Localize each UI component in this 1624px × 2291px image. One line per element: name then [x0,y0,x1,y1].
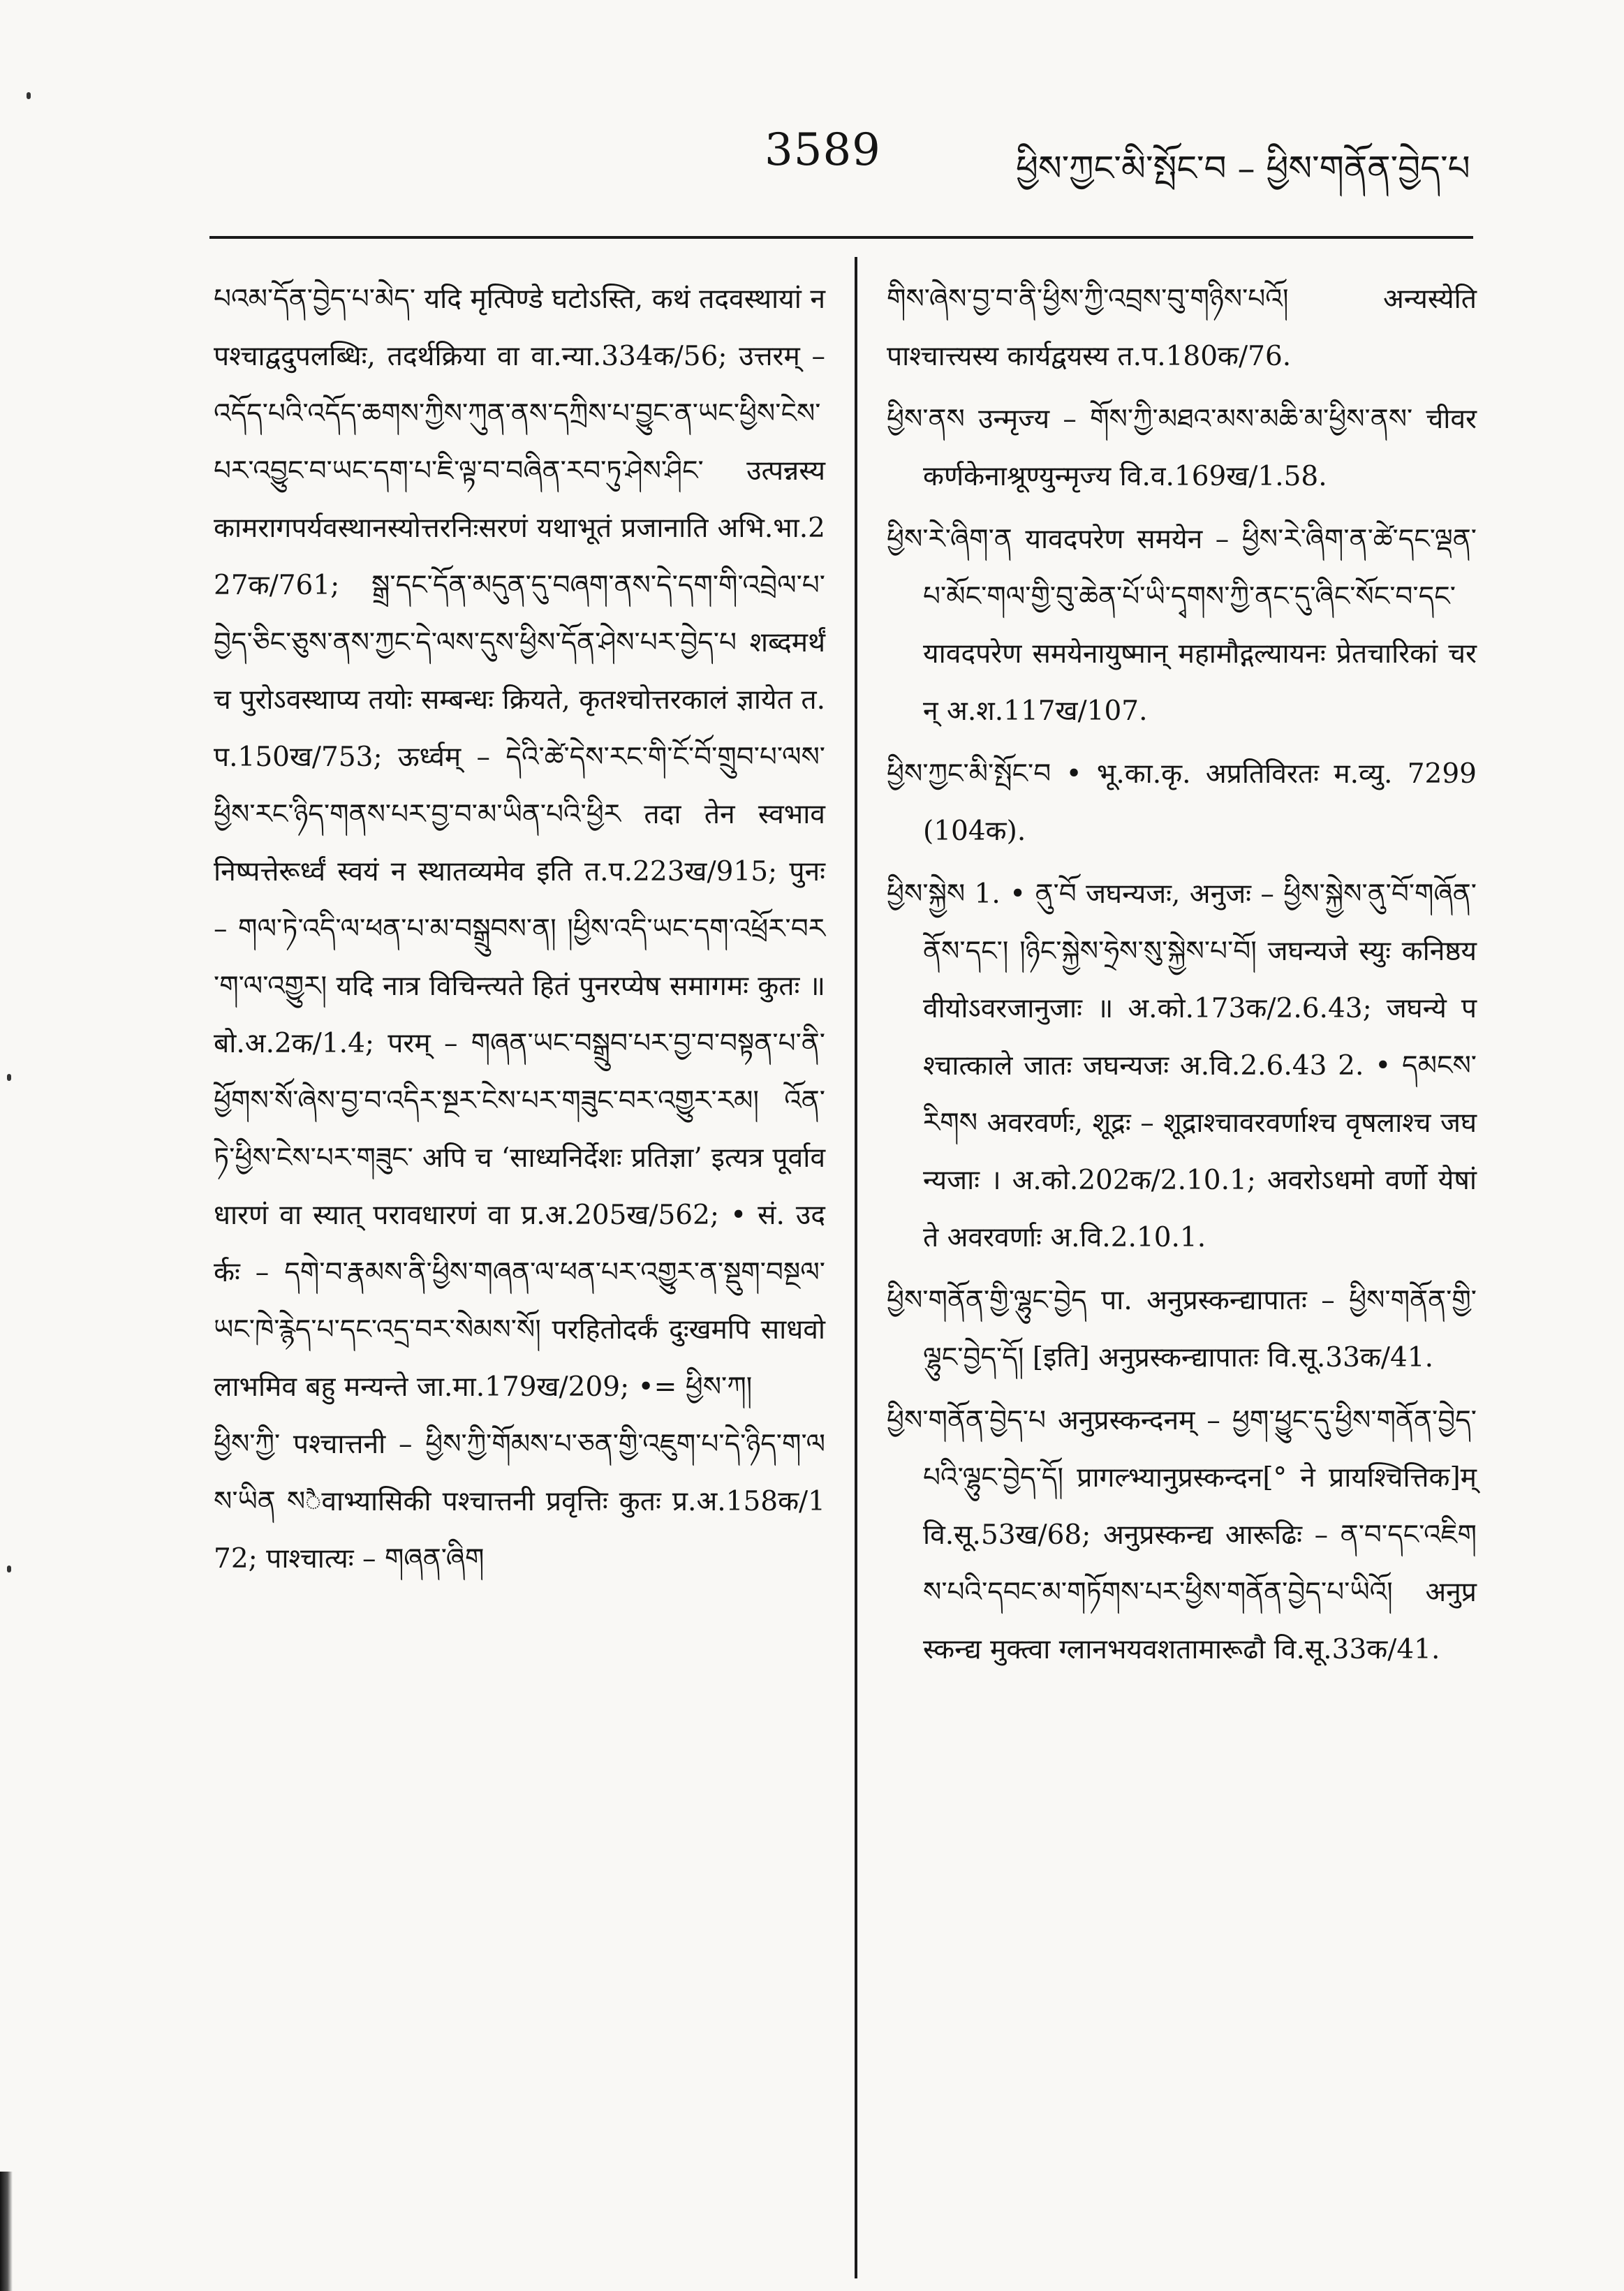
scan-speck [7,1074,11,1081]
scan-speck [27,92,31,99]
dictionary-entry: ཕྱིས་གནོན་བྱེད་པ अनुप्रस्कन्दनम् – ཕྱག་ཕྱུང་དུ་ཕྱིས་གནོན་བྱེད་པའི་ལྷུང་བྱེད་དོ། प्रागल्भ्यानुप्रस्कन्दन[° ने प्रायश्चित्तिक]म् वि.सू.53ख/68; अनुप्रस्कन्द्य आरूढिः – ན་བ་དང་འཇིགས་པའི་དབང་མ་གཏོགས་པར་ཕྱིས་གནོན་བྱེད་པ་ཡིའོ། अनुप्रस्कन्द्य मुक्त्वा ग्लानभयवशतामारूढौ वि.सू.33क/41. [887,1405,1477,1665]
dictionary-entry: ཕྱིས་ནས उन्मृज्य – གོས་ཀྱི་མཐའ་མས་མཆི་མ་ཕྱིས་ནས་ चीवरकर्णकेनाश्रूण्युन्मृज्य वि.व.169ख/1.58. [887,404,1477,492]
dictionary-entry: ཕྱིས་ཀྱང་མི་སྤོང་བ • भू.का.कृ. अप्रतिविरतः म.व्यु. 7299 (104क). [887,758,1477,847]
left-column [214,271,825,1588]
dictionary-entry: ཕྱིས་རེ་ཞིག་ན यावदपरेण समयेन – ཕྱིས་རེ་ཞིག་ན་ཚེ་དང་ལྡན་པ་མོང་གལ་གྱི་བུ་ཆེན་པོ་ཡི་དྭགས་ཀྱི་ནང་དུ་ཞིང་སོང་བ་དང་ यावदपरेण समयेनायुष्मान् महामौद्गल्यायनः प्रेतचारिकां चरन् अ.श.117ख/107. [887,524,1477,727]
page-number: 3589 [765,124,881,176]
dictionary-entry: ཕྱིས་སྐྱེས 1. • ནུ་བོ जघन्यजः, अनुजः – ཕྱིས་སྐྱེས་ནུ་བོ་གཞོན་ནོས་དང་། །ཉིང་སྐྱེས་ཧྲེས་སུ་སྐྱེས་པ་བོ། जघन्यजे स्युः कनिष्ठयवीयोऽवरजानुजाः ॥ अ.को.173क/2.6.43; जघन्ये पश्चात्काले जातः जघन्यजः अ.वि.2.6.43 2. • དམངས་རིགས अवरवर्णः, शूद्रः – शूद्राश्चावरवर्णाश्च वृषलाश्च जघन्यजाः । अ.को.202क/2.10.1; अवरोऽधमो वर्णो येषां ते अवरवर्णाः अ.वि.2.10.1. [887,878,1477,1253]
header-rule [209,236,1473,239]
binding-shadow [0,2172,13,2291]
dictionary-entry: གིས་ཞེས་བྱ་བ་ནི་ཕྱིས་ཀྱི་འབྲས་བུ་གཉིས་པའོ། अन्यस्येति पाश्चात्त्यस्य कार्यद्वयस्य त.प.180क/76. [887,283,1477,372]
dictionary-entry: ཕྱིས་ཀྱི་ पश्चात्तनी – ཕྱིས་ཀྱི་གོམས་པ་ཅན་གྱི་འཇུག་པ་དེ་ཉིད་ག་ལས་ཡིན སैवाभ्यासिकी पश्चात्तनी प्रवृत्तिः कुतः प्र.अ.158क/172; पाश्चात्यः – གཞན་ཞིག [214,1429,825,1575]
dictionary-entry: པའམ་དོན་བྱེད་པ་མེད་ यदि मृत्पिण्डे घटोऽस्ति, कथं तदवस्थायां न पश्चाद्वदुपलब्धिः, तदर्थक्रिया वा वा.न्या.334क/56; उत्तरम् – འདོད་པའི་འདོད་ཆགས་ཀྱིས་ཀུན་ནས་དཀྲིས་པ་བྱུང་ན་ཡང་ཕྱིས་ངེས་པར་འབྱུང་བ་ཡང་དག་པ་ཇི་ལྟ་བ་བཞིན་རབ་ཏུ་ཤེས་ཤིང་ उत्पन्नस्य कामरागपर्यवस्थानस्योत्तरनिःसरणं यथाभूतं प्रजानाति अभि.भा.227क/761; སྒྲ་དང་དོན་མདུན་དུ་བཞག་ནས་དེ་དག་གི་འབྲེལ་པ་བྱེད་ཅིང་ཅུས་ནས་ཀྱང་དེ་ལས་དུས་ཕྱིས་དོན་ཤེས་པར་བྱེད་པ शब्दमर्थं च पुरोऽवस्थाप्य तयोः सम्बन्धः क्रियते, कृतश्चोत्तरकालं ज्ञायेत त.प.150ख/753; ऊर्ध्वम् – དེའི་ཚེ་དེས་རང་གི་ངོ་བོ་གྲུབ་པ་ལས་ཕྱིས་རང་ཉིད་གནས་པར་བྱ་བ་མ་ཡིན་པའི་ཕྱིར तदा तेन स्वभावनिष्पत्तेरूर्ध्वं स्वयं न स्थातव्यमेव इति त.प.223ख/915; पुनः – གལ་ཏེ་འདི་ལ་ཕན་པ་མ་བསྒྲུབས་ན། །ཕྱིས་འདི་ཡང་དག་འཕྲོར་བར་ག་ལ་འགྱུར། यदि नात्र विचिन्त्यते हितं पुनरप्येष समागमः कुतः ॥ बो.अ.2क/1.4; परम् – གཞན་ཡང་བསྒྲུབ་པར་བྱ་བ་བསྟན་པ་ནི་ཕྱོགས་སོ་ཞེས་བྱ་བ་འདིར་སྔར་ངེས་པར་གཟུང་བར་འགྱུར་རམ། འོན་ཏེ་ཕྱིས་ངེས་པར་གཟུང་ अपि च ‘साध्यनिर्देशः प्रतिज्ञा’ इत्यत्र पूर्वावधारणं वा स्यात् परावधारणं वा प्र.अ.205ख/562; • सं. उदर्कः – དགེ་བ་རྣམས་ནི་ཕྱིས་གཞན་ལ་ཕན་པར་འགྱུར་ན་སྡུག་བསྔལ་ཡང་ཁེ་རྙེད་པ་དང་འདྲ་བར་སེམས་སོ། परहितोदर्कं दुःखमपि साधवो लाभमिव बहु मन्यन्ते जा.मा.179ख/209; •= ཕྱིས་ཀ། [214,283,825,1403]
dictionary-entry: ཕྱིས་གནོན་གྱི་ལྷུང་བྱེད पा. अनुप्रस्कन्द्यापातः – ཕྱིས་གནོན་གྱི་ལྷུང་བྱེད་དོ། [इति] अनुप्रस्कन्द्यापातः वि.सू.33क/41. [887,1285,1477,1373]
right-column [887,271,1477,1684]
running-header: ཕྱིས་ཀྱང་མི་སྤོང་བ – ཕྱིས་གནོན་བྱེད་པ [1016,148,1470,189]
scan-speck [7,1566,11,1572]
column-divider [855,257,857,2278]
